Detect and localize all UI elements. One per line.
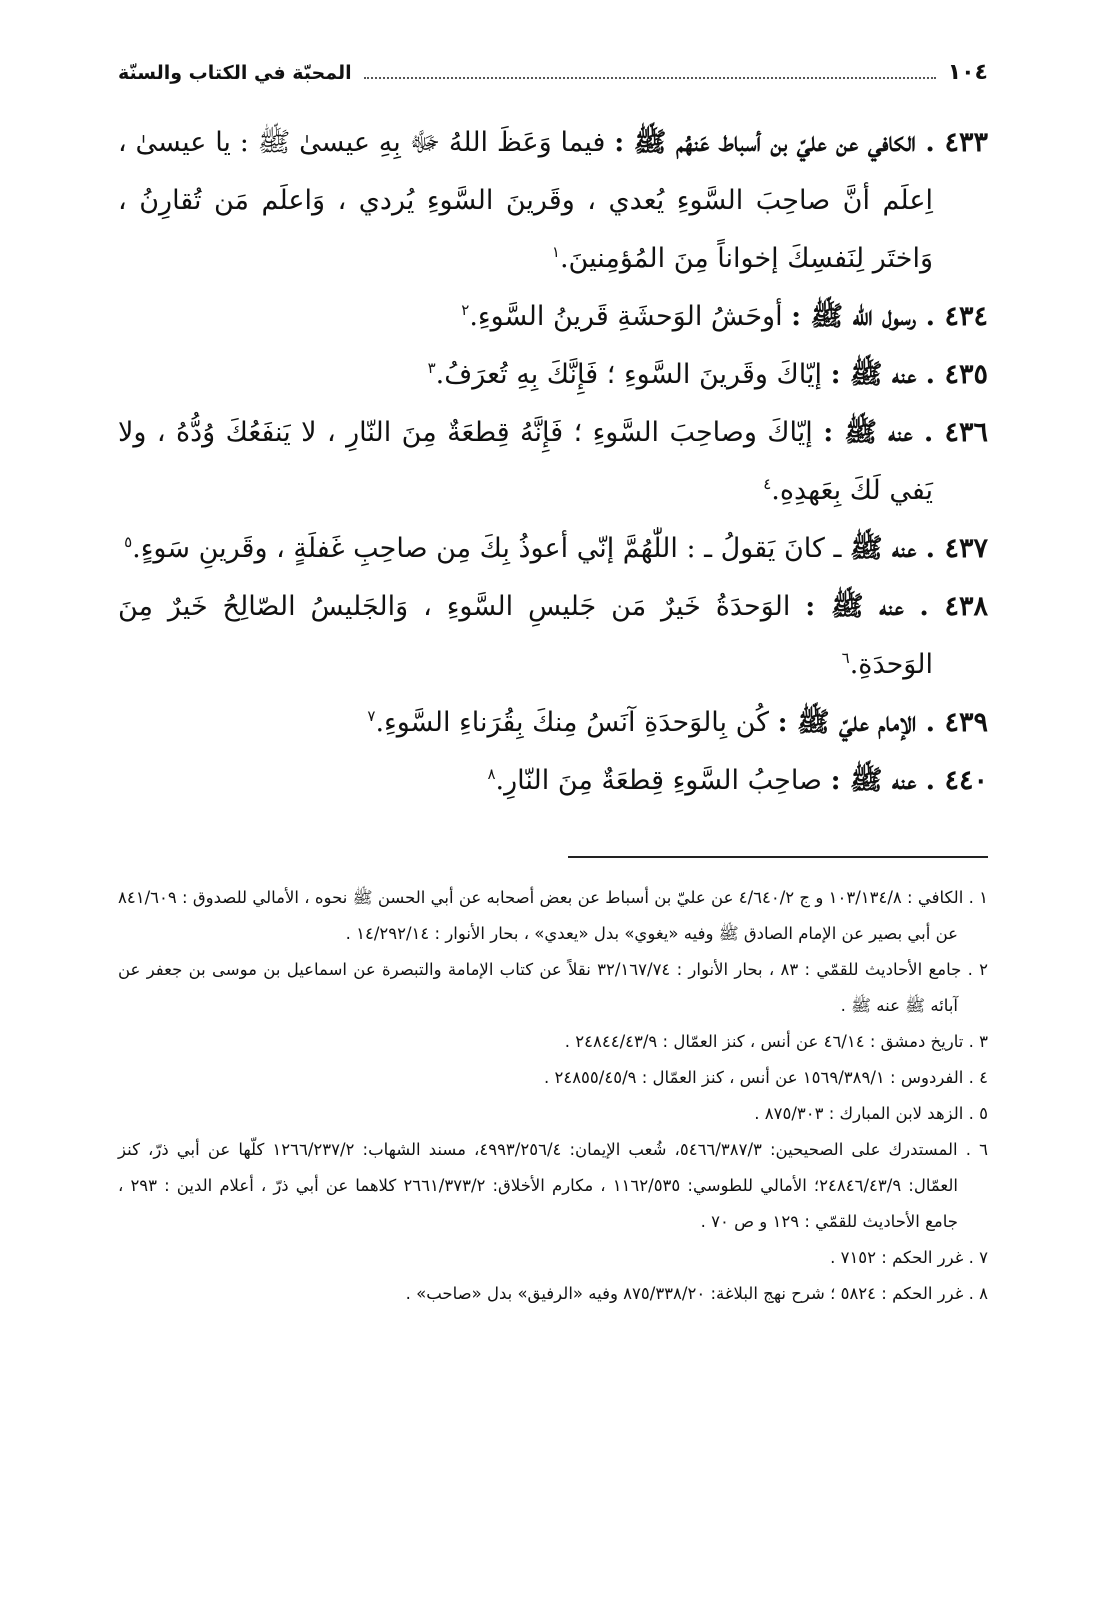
entry-number: ٤٣٧ — [944, 533, 988, 564]
entry-source: عنه ﷺ : — [805, 591, 904, 622]
footnote-item: ٢ . جامع الأحاديث للقمّي : ٨٣ ، بحار الأنوار : ٣٢/١٦٧/٧٤ نقلاً عن كتاب الإمامة والتبصرة عن اسماعيل بن موسى بن جعفر عن آبائه ﷺ عنه ﷺ . — [118, 960, 989, 1015]
entry-number: ٤٣٦ — [944, 417, 988, 448]
footnote-ref[interactable]: ٣ — [427, 359, 436, 377]
footnote-ref[interactable]: ٥ — [124, 533, 133, 551]
page-number: ١٠٤ — [947, 60, 988, 85]
hadith-entry: ٤٣٣ . الكافي عن عليّ بن أسباط عَنهُم ﷺ : فيما وَعَظَ اللهُ ﷻ بِهِ عيسىٰ ﷺ : يا عيسىٰ ، اِعلَم أنَّ صاحِبَ السَّوءِ يُعدي ، وقَرينَ السَّوءِ يُردي ، وَاعلَم مَن تُقارِنُ ، وَاختَر لِنَفسِكَ إخواناً مِنَ المُؤمِنينَ.$^١$ — [118, 127, 988, 274]
entry-text: كُن بِالوَحدَةِ آنَسُ مِنكَ بِقُرَناءِ السَّوءِ. — [375, 707, 778, 738]
footnote-item: ٥ . الزهد لابن المبارك : ٨٧٥/٣٠٣ . — [754, 1104, 988, 1123]
entry-text: صاحِبُ السَّوءِ قِطعَةٌ مِنَ النّارِ. — [495, 765, 831, 796]
entry-text: ـ كانَ يَقولُ ـ : اللّٰهُمَّ إنّي أعوذُ بِكَ مِن صاحِبِ غَفلَةٍ ، وقَرينِ سَوءٍ. — [132, 533, 850, 564]
entry-number: ٤٣٤ — [944, 301, 988, 332]
hadith-entry: ٤٤٠ . عنه ﷺ : صاحِبُ السَّوءِ قِطعَةٌ مِنَ النّارِ.$^٨$ — [487, 765, 988, 796]
entry-number: ٤٤٠ — [944, 765, 988, 796]
footnote-ref[interactable]: ٨ — [487, 765, 496, 783]
footnote-item: ٧ . غرر الحكم : ٧١٥٢ . — [830, 1248, 988, 1267]
entry-source: رسول الله ﷺ : — [791, 301, 917, 332]
entry-number: ٤٣٥ — [944, 359, 988, 390]
hadith-entry: ٤٣٥ . عنه ﷺ : إيّاكَ وقَرينَ السَّوءِ ؛ فَإِنَّكَ بِهِ تُعرَفُ.$^٣$ — [427, 359, 988, 390]
entry-text: الوَحدَةُ خَيرٌ مَن جَليسِ السَّوءِ ، وَالجَليسُ الصّالِحُ خَيرٌ مِنَ الوَحدَةِ. — [118, 591, 933, 680]
entry-text: أوحَشُ الوَحشَةِ قَرينُ السَّوءِ. — [469, 301, 792, 332]
footnote-ref[interactable]: ٧ — [367, 707, 376, 725]
entry-text: فيما وَعَظَ اللهُ ﷻ بِهِ عيسىٰ ﷺ : يا عيسىٰ ، اِعلَم أنَّ صاحِبَ السَّوءِ يُعدي ، وقَرينَ السَّوءِ يُردي ، وَاعلَم مَن تُقارِنُ ، وَاختَر لِنَفسِكَ إخواناً مِنَ المُؤمِنينَ. — [118, 127, 933, 274]
footnote-item: ٨ . غرر الحكم : ٥٨٢٤ ؛ شرح نهج البلاغة: ٨٧٥/٣٣٨/٢٠ وفيه «الرفيق» بدل «صاحب» . — [405, 1284, 988, 1303]
footnote-ref[interactable]: ١ — [551, 243, 560, 261]
footnote-ref[interactable]: ٤ — [763, 475, 772, 493]
entry-number: ٤٣٨ — [944, 591, 988, 622]
entry-source: عنه ﷺ — [849, 533, 917, 564]
entry-source: الإمام عليّ ﷺ : — [777, 707, 917, 738]
entry-text: إيّاكَ وصاحِبَ السَّوءِ ؛ فَإِنَّهُ قِطعَةٌ مِنَ النّارِ ، لا يَنفَعُكَ وُدُّهُ ، ولا يَفي لَكَ بِعَهدِهِ. — [118, 417, 933, 506]
running-title: المحبّة في الكتاب والسنّة — [118, 62, 352, 84]
entry-number: ٤٣٣ — [944, 127, 988, 158]
entry-text: إيّاكَ وقَرينَ السَّوءِ ؛ فَإِنَّكَ بِهِ تُعرَفُ. — [435, 359, 831, 390]
footnotes — [118, 880, 988, 1312]
page-header — [118, 60, 988, 94]
entry-source: الكافي عن عليّ بن أسباط عَنهُم ﷺ : — [614, 127, 916, 158]
hadith-entry: ٤٣٧ . عنه ﷺ ـ كانَ يَقولُ ـ : اللّٰهُمَّ إنّي أعوذُ بِكَ مِن صاحِبِ غَفلَةٍ ، وقَرينِ سَوءٍ.$^٥$ — [124, 533, 988, 564]
footnote-ref[interactable]: ٢ — [461, 301, 470, 319]
hadith-entry: ٤٣٦ . عنه ﷺ : إيّاكَ وصاحِبَ السَّوءِ ؛ فَإِنَّهُ قِطعَةٌ مِنَ النّارِ ، لا يَنفَعُكَ وُدُّهُ ، ولا يَفي لَكَ بِعَهدِهِ.$^٤$ — [118, 417, 988, 506]
footnote-item: ٣ . تاريخ دمشق : ٤٦/١٤ عن أنس ، كنز العمّال : ٢٤٨٤٤/٤٣/٩ . — [564, 1032, 988, 1051]
entry-source: عنه ﷺ : — [830, 765, 917, 796]
entry-source: عنه ﷺ : — [823, 417, 913, 448]
entry-number: ٤٣٩ — [944, 707, 988, 738]
footnote-item: ٦ . المستدرك على الصحيحين: ٥٤٦٦/٣٨٧/٣، شُعب الإيمان: ٤٩٩٣/٢٥٦/٤، مسند الشهاب: ١٢٦٦/٢٣٧/٢ كلّها عن أبي ذرّ، كنز العمّال: ٢٤٨٤٦/٤٣/٩؛ الأمالي للطوسي: ١١٦٢/٥٣٥ ، مكارم الأخلاق: ٢٦٦١/٣٧٣/٢ كلاهما عن أبي ذرّ ، أعلام الدين : ٢٩٣ ، جامع الأحاديث للقمّي : ١٢٩ و ص ٧٠ . — [118, 1140, 988, 1231]
hadith-entries — [118, 114, 988, 810]
book-page — [118, 60, 988, 1312]
hadith-entry: ٤٣٩ . الإمام عليّ ﷺ : كُن بِالوَحدَةِ آنَسُ مِنكَ بِقُرَناءِ السَّوءِ.$^٧$ — [367, 707, 988, 738]
entry-source: عنه ﷺ : — [830, 359, 917, 390]
footnote-item: ٤ . الفردوس : ١٥٦٩/٣٨٩/١ عن أنس ، كنز العمّال : ٢٤٨٥٥/٤٥/٩ . — [543, 1068, 988, 1087]
hadith-entry: ٤٣٤ . رسول الله ﷺ : أوحَشُ الوَحشَةِ قَرينُ السَّوءِ.$^٢$ — [461, 301, 988, 332]
footnote-separator — [568, 856, 988, 858]
footnote-item: ١ . الكافي : ١٠٣/١٣٤/٨ و ج ٤/٦٤٠/٢ عن عليّ بن أسباط عن بعض أصحابه عن أبي الحسن ﷺ نحوه ، الأمالي للصدوق : ٨٤١/٦٠٩ عن أبي بصير عن الإمام الصادق ﷺ وفيه «يغوي» بدل «يعدي» ، بحار الأنوار : ١٤/٢٩٢/١٤ . — [118, 888, 988, 943]
footnote-ref[interactable]: ٦ — [841, 649, 850, 667]
hadith-entry: ٤٣٨ . عنه ﷺ : الوَحدَةُ خَيرٌ مَن جَليسِ السَّوءِ ، وَالجَليسُ الصّالِحُ خَيرٌ مِنَ الوَحدَةِ.$^٦$ — [118, 591, 988, 680]
header-dotted-leader — [364, 77, 936, 79]
